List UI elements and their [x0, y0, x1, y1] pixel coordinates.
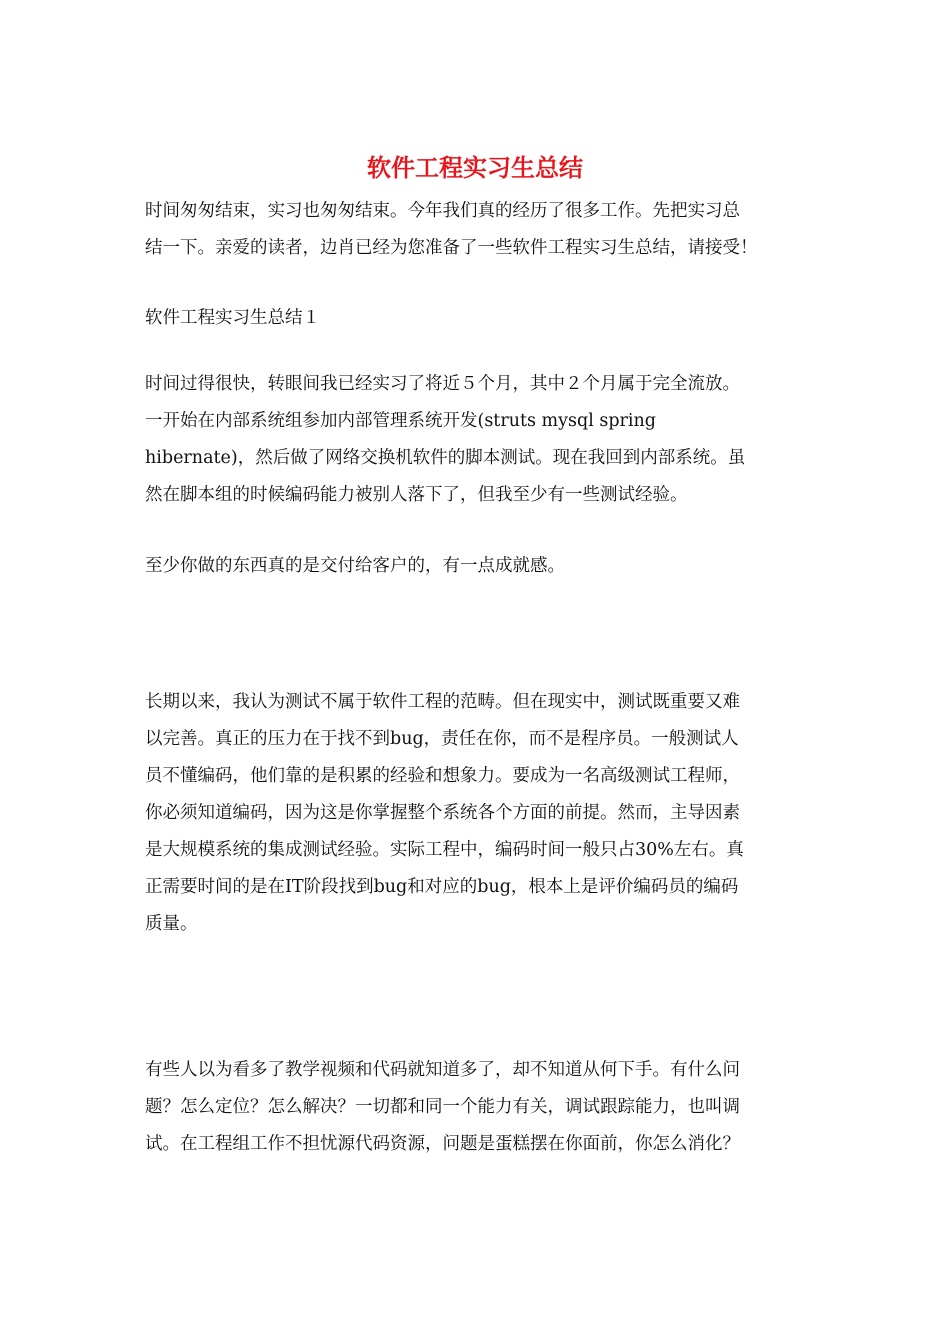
body-paragraph-4: 有些人以为看多了教学视频和代码就知道多了，却不知道从何下手。有什么问 题？怎么定位？怎么解决？一切都和同一个能力有关，调试跟踪能力，也叫调 试。在工程组工作不担忧源代码资源，问题是蛋糕摆在你面前，你怎么消化？: [145, 1060, 740, 1154]
body-paragraph-1: 时间过得很快，转眼间我已经实习了将近５个月，其中２个月属于完全流放。 一开始在内部系统组参加内部管理系统开发(struts mysql spring hibernate)，然后做了网络交换机软件的脚本测试。现在我回到内部系统。虽 然在脚本组的时候编码能力被别人落下了，但我至少有一些测试经验。: [145, 374, 746, 505]
body-paragraph-2: 至少你做的东西真的是交付给客户的，有一点成就感。: [145, 556, 565, 576]
document-title: 软件工程实习生总结: [367, 153, 583, 182]
intro-paragraph: 时间匆匆结束，实习也匆匆结束。今年我们真的经历了很多工作。先把实习总 结一下。亲爱的读者，边肖已经为您准备了一些软件工程实习生总结，请接受！: [145, 201, 758, 258]
body-paragraph-3: 长期以来，我认为测试不属于软件工程的范畴。但在现实中，测试既重要又难 以完善。真正的压力在于找不到bug，责任在你，而不是程序员。一般测试人 员不懂编码，他们靠的是积累的经验和想象力。要成为一名高级测试工程师， 你必须知道编码，因为这是你掌握整个系统各个方面的前提。然而，主导因素 是大规模系统的集成测试经验。实际工程中，编码时间一般只占30%左右。真 正需要时间的是在IT阶段找到bug和对应的bug，根本上是评价编码员的编码 质量。: [145, 692, 744, 934]
section-heading: 软件工程实习生总结１: [145, 308, 320, 328]
